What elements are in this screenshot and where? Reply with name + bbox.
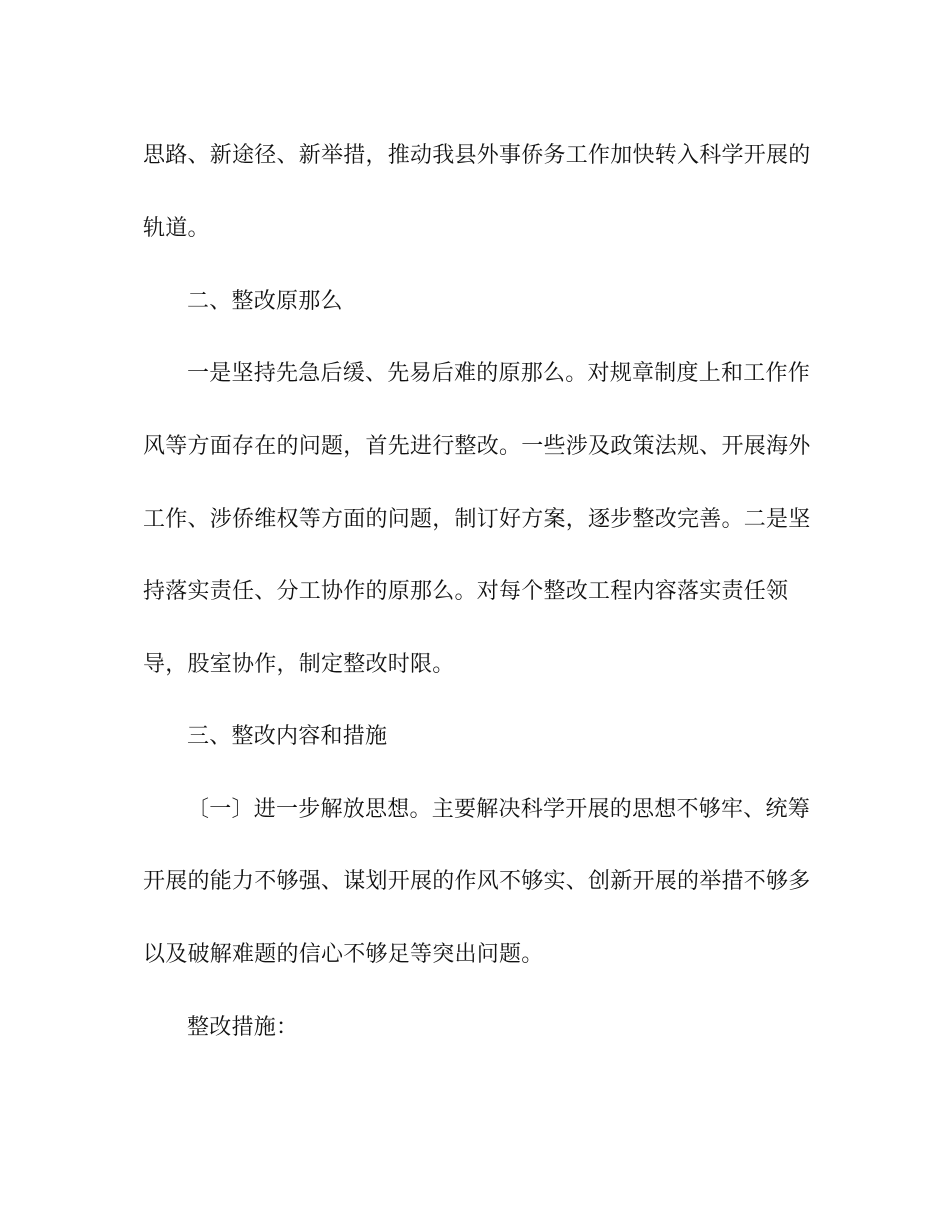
section-heading-content-measures: 三、整改内容和措施 (187, 724, 388, 749)
paragraph-line-7: 导，股室协作，制定整改时限。 (143, 652, 455, 677)
paragraph-line-2: 轨道。 (143, 216, 210, 241)
paragraph-line-6: 持落实责任、分工协作的原那么。对每个整改工程内容落实责任领 (143, 579, 789, 604)
section-heading-principles: 二、整改原那么 (187, 289, 343, 314)
subheading-measures: 整改措施： (187, 1015, 299, 1040)
paragraph-line-5: 工作、涉侨维权等方面的问题，制订好方案，逐步整改完善。二是坚 (143, 507, 811, 532)
paragraph-line-10: 以及破解难题的信心不够足等突出问题。 (143, 942, 544, 967)
paragraph-line-1: 思路、新途径、新举措，推动我县外事侨务工作加快转入科学开展的 (143, 143, 811, 168)
paragraph-line-4: 风等方面存在的问题，首先进行整改。一些涉及政策法规、开展海外 (143, 434, 811, 459)
paragraph-line-8: 〔一〕进一步解放思想。主要解决科学开展的思想不够牢、统筹 (187, 797, 811, 822)
paragraph-line-9: 开展的能力不够强、谋划开展的作风不够实、创新开展的举措不够多 (143, 869, 811, 894)
paragraph-line-3: 一是坚持先急后缓、先易后难的原那么。对规章制度上和工作作 (187, 361, 811, 386)
